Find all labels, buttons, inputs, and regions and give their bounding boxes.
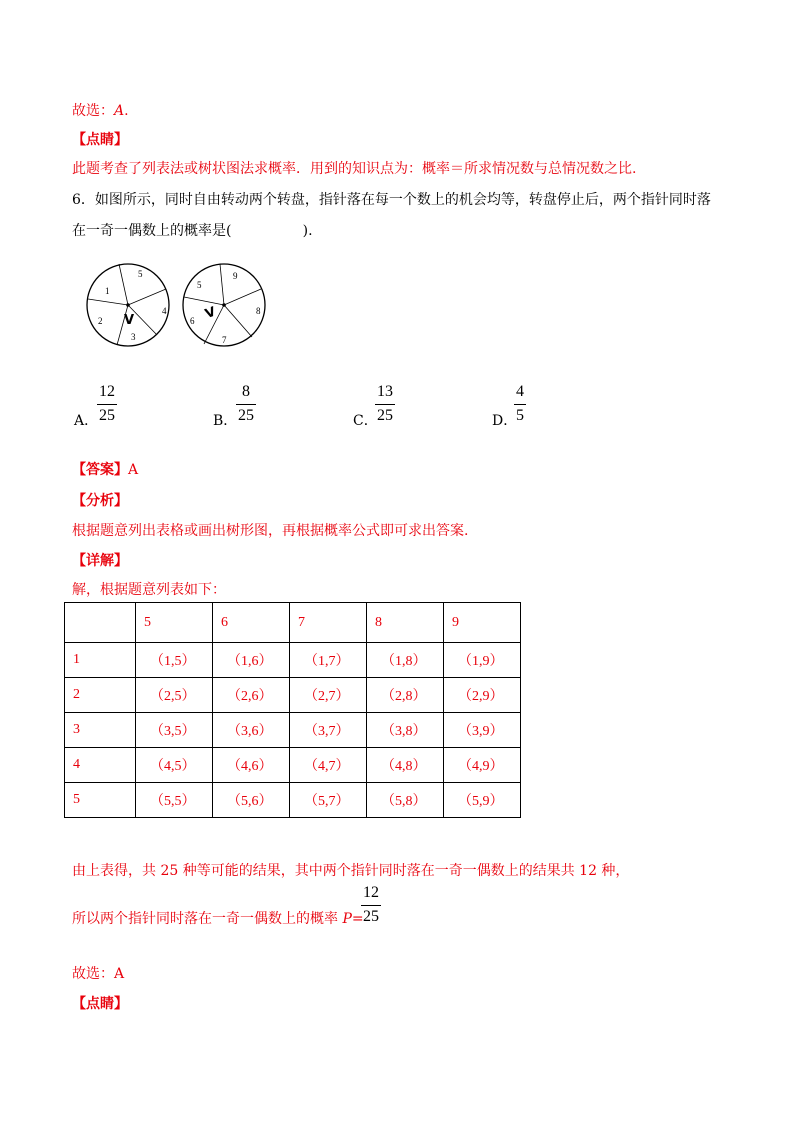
fenxi-heading: 【分析】 (72, 493, 128, 509)
table-row-header: 2 (65, 678, 136, 713)
table-cell: （3,7） (290, 713, 367, 748)
table-row-header: 1 (65, 643, 136, 678)
table-row (65, 783, 521, 818)
final-answer: 故选：A (72, 966, 125, 982)
option-d-fraction (514, 383, 526, 425)
table-cell: （5,9） (444, 783, 521, 818)
table-cell: （4,9） (444, 748, 521, 783)
spinner-right-number-2: 9 (233, 271, 238, 281)
conclusion-line-1: 由上表得，共 25 种等可能的结果，其中两个指针同时落在一奇一偶数上的结果共 12 种， (72, 863, 630, 879)
outcomes-table (64, 602, 521, 818)
table-cell: （4,8） (367, 748, 444, 783)
option-c-numerator: 13 (377, 383, 393, 400)
table-cell: （3,8） (367, 713, 444, 748)
table-row-header: 3 (65, 713, 136, 748)
spinner-left-number-3: 2 (98, 316, 103, 326)
conclusion-denominator: 25 (363, 908, 379, 925)
table-cell: （5,5） (136, 783, 213, 818)
table-header-row (65, 603, 521, 643)
spinner-right-pointer: V (203, 304, 218, 323)
table-col-header: 6 (213, 603, 290, 643)
spinner-right-number-4: 8 (256, 306, 261, 316)
option-a-label: A． (74, 413, 99, 429)
table-cell: （3,6） (213, 713, 290, 748)
table-cell: （3,9） (444, 713, 521, 748)
table-cell: （2,7） (290, 678, 367, 713)
table-cell: （1,7） (290, 643, 367, 678)
xiangjie-heading: 【详解】 (72, 553, 128, 569)
table-cell: （2,9） (444, 678, 521, 713)
table-cell: （4,7） (290, 748, 367, 783)
xiangjie-intro: 解，根据题意列表如下： (72, 582, 226, 598)
previous-answer-suffix: . (124, 103, 129, 119)
previous-answer-prefix: 故选： (72, 103, 114, 119)
table-row (65, 713, 521, 748)
table-row (65, 678, 521, 713)
dianjing-heading-1: 【点睛】 (72, 132, 128, 148)
table-col-header: 5 (136, 603, 213, 643)
conclusion-text: 所以两个指针同时落在一奇一偶数上的概率 (72, 911, 343, 927)
conclusion-eq: = (351, 911, 364, 927)
table-cell: （1,5） (136, 643, 213, 678)
option-d-numerator: 4 (516, 383, 524, 400)
spinner-right-number-3: 6 (190, 316, 195, 326)
previous-answer-line (72, 100, 129, 120)
table-row-header: 5 (65, 783, 136, 818)
option-d-denominator: 5 (516, 407, 524, 424)
answer-heading: 【答案】 (72, 462, 128, 478)
conclusion-var: P (342, 911, 352, 927)
option-d-label: D． (492, 413, 518, 429)
table-cell: （4,5） (136, 748, 213, 783)
fenxi-text: 根据题意列出表格或画出树形图，再根据概率公式即可求出答案. (72, 523, 469, 539)
table-cell: （2,5） (136, 678, 213, 713)
table-row-header: 4 (65, 748, 136, 783)
table-cell: （5,7） (290, 783, 367, 818)
question-line-1: 6．如图所示，同时自由转动两个转盘，指针落在每一个数上的机会均等，转盘停止后，两个指针同时落 (72, 192, 711, 208)
conclusion-numerator: 12 (363, 884, 379, 901)
dianjing-text-1: 此题考查了列表法或树状图法求概率．用到的知识点为：概率＝所求情况数与总情况数之比. (72, 161, 637, 177)
table-cell: （1,9） (444, 643, 521, 678)
previous-answer-value: A (114, 103, 125, 119)
spinner-right-number-1: 5 (197, 280, 202, 290)
answer-line (72, 459, 138, 479)
option-b-label: B． (213, 413, 238, 429)
table-row (65, 643, 521, 678)
answer-value: A (128, 462, 139, 478)
conclusion-fraction (361, 884, 381, 926)
table-row (65, 748, 521, 783)
table-cell: （4,6） (213, 748, 290, 783)
option-c-denominator: 25 (377, 407, 393, 424)
spinner-left-number-2: 5 (138, 269, 143, 279)
table-corner-cell (65, 603, 136, 643)
option-c-label: C． (353, 413, 378, 429)
table-cell: （1,8） (367, 643, 444, 678)
spinner-left-number-5: 4 (162, 306, 167, 316)
spinner-left (87, 264, 169, 346)
option-a-fraction (97, 383, 117, 425)
option-b-denominator: 25 (238, 407, 254, 424)
table-cell: （5,8） (367, 783, 444, 818)
spinners-figure (86, 262, 272, 352)
table-col-header: 9 (444, 603, 521, 643)
spinner-left-number-4: 3 (131, 332, 136, 342)
option-b-fraction (236, 383, 256, 425)
question-line-2: 在一奇一偶数上的概率是( ). (72, 223, 313, 239)
conclusion-line-2 (72, 908, 364, 928)
spinner-left-number-1: 1 (105, 286, 110, 296)
table-cell: （5,6） (213, 783, 290, 818)
option-a-numerator: 12 (99, 383, 115, 400)
spinner-right-number-5: 7 (222, 335, 227, 345)
table-cell: （2,6） (213, 678, 290, 713)
option-a-denominator: 25 (99, 407, 115, 424)
table-cell: （1,6） (213, 643, 290, 678)
spinner-left-pointer: V (124, 313, 135, 328)
option-b-numerator: 8 (242, 383, 250, 400)
table-cell: （2,8） (367, 678, 444, 713)
dianjing-heading-2: 【点睛】 (72, 996, 128, 1012)
option-c-fraction (375, 383, 395, 425)
table-col-header: 7 (290, 603, 367, 643)
spinner-right (183, 264, 265, 346)
table-col-header: 8 (367, 603, 444, 643)
table-cell: （3,5） (136, 713, 213, 748)
